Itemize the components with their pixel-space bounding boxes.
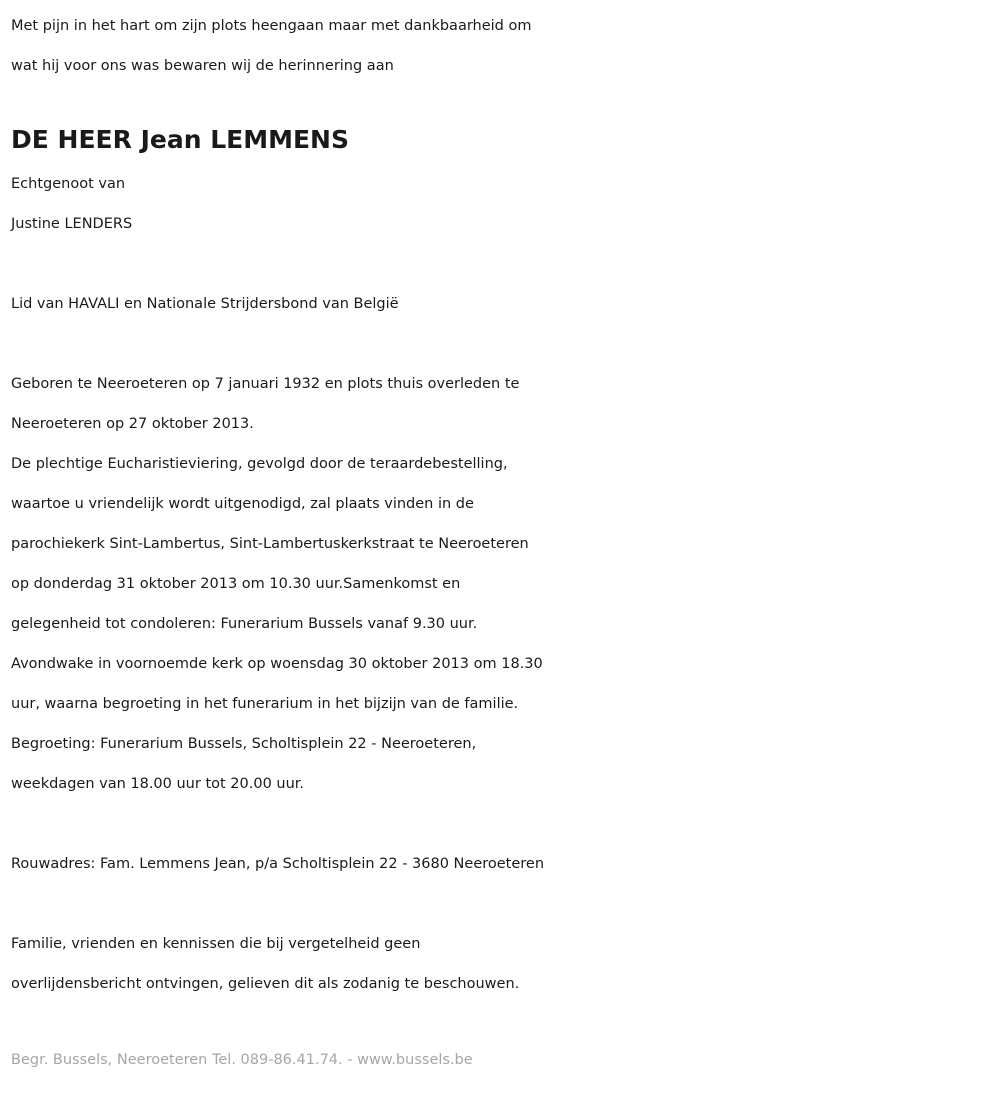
details-line: gelegenheid tot condoleren: Funerarium Bussels vanaf 9.30 uur. xyxy=(11,616,478,632)
details-line: op donderdag 31 oktober 2013 om 10.30 uur.Samenkomst en xyxy=(11,576,461,592)
funeral-home-footer: Begr. Bussels, Neeroeteren Tel. 089-86.41.74. - www.bussels.be xyxy=(11,1052,473,1068)
details-line: Begroeting: Funerarium Bussels, Scholtisplein 22 - Neeroeteren, xyxy=(11,736,477,752)
details-line: Geboren te Neeroeteren op 7 januari 1932 en plots thuis overleden te xyxy=(11,376,520,392)
details-line: uur, waarna begroeting in het funerarium in het bijzijn van de familie. xyxy=(11,696,519,712)
details-line: De plechtige Eucharistieviering, gevolgd door de teraardebestelling, xyxy=(11,456,508,472)
spacer xyxy=(11,804,996,844)
closing-line-2: overlijdensbericht ontvingen, gelieven dit als zodanig te beschouwen. xyxy=(11,976,520,992)
obituary-notice xyxy=(11,6,996,1080)
spacer xyxy=(11,244,996,284)
intro-line-2: wat hij voor ons was bewaren wij de herinnering aan xyxy=(11,58,394,74)
membership: Lid van HAVALI en Nationale Strijdersbond van België xyxy=(11,296,399,312)
spouse-name: Justine LENDERS xyxy=(11,216,133,232)
details-block xyxy=(11,364,996,804)
details-line: waartoe u vriendelijk wordt uitgenodigd, zal plaats vinden in de xyxy=(11,496,474,512)
mourning-address: Rouwadres: Fam. Lemmens Jean, p/a Scholtisplein 22 - 3680 Neeroeteren xyxy=(11,856,545,872)
details-line: parochiekerk Sint-Lambertus, Sint-Lambertuskerkstraat te Neeroeteren xyxy=(11,536,529,552)
spouse-label: Echtgenoot van xyxy=(11,176,126,192)
spacer xyxy=(11,324,996,364)
deceased-name: DE HEER Jean LEMMENS xyxy=(11,125,349,154)
closing-line-1: Familie, vrienden en kennissen die bij vergetelheid geen xyxy=(11,936,421,952)
details-line: Avondwake in voornoemde kerk op woensdag 30 oktober 2013 om 18.30 xyxy=(11,656,543,672)
details-line: weekdagen van 18.00 uur tot 20.00 uur. xyxy=(11,776,305,792)
details-line: Neeroeteren op 27 oktober 2013. xyxy=(11,416,254,432)
intro-line-1: Met pijn in het hart om zijn plots heengaan maar met dankbaarheid om xyxy=(11,18,532,34)
spacer xyxy=(11,884,996,924)
